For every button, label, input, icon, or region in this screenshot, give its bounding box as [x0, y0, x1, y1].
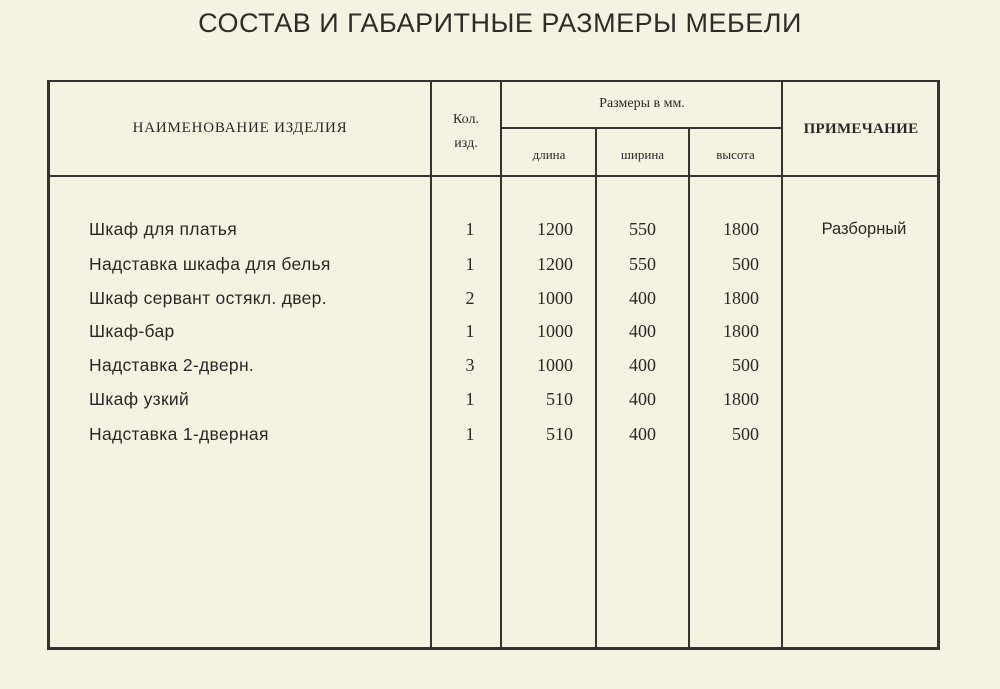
header-note: ПРИМЕЧАНИЕ	[803, 121, 919, 137]
header-name: НАИМЕНОВАНИЕ ИЗДЕЛИЯ	[132, 120, 348, 136]
cell-length: 1000	[537, 321, 573, 341]
header-qty	[432, 108, 500, 156]
cell-name: Шкаф узкий	[89, 389, 190, 409]
cell-height: 1800	[723, 321, 759, 341]
header-sizes: Размеры в мм.	[599, 96, 685, 111]
table-row	[0, 214, 1000, 244]
cell-width: 550	[629, 254, 656, 274]
header-bottom-line	[48, 175, 938, 177]
page-title: СОСТАВ И ГАБАРИТНЫЕ РАЗМЕРЫ МЕБЕЛИ	[198, 8, 802, 38]
table-row	[0, 316, 1000, 346]
cell-name: Шкаф-бар	[89, 321, 175, 341]
cell-name: Шкаф для платья	[89, 219, 237, 239]
table-row	[0, 384, 1000, 414]
header-qty-line1: Кол.	[453, 112, 479, 127]
cell-width: 400	[629, 355, 656, 375]
table-row	[0, 283, 1000, 313]
cell-name: Надставка 1-дверная	[89, 424, 269, 444]
cell-length: 510	[546, 389, 573, 409]
cell-width: 400	[629, 424, 656, 444]
cell-qty: 1	[465, 321, 475, 341]
cell-height: 500	[732, 355, 759, 375]
cell-length: 1200	[537, 254, 573, 274]
cell-name: Надставка шкафа для белья	[89, 254, 331, 274]
cell-height: 1800	[723, 288, 759, 308]
header-width: ширина	[620, 147, 665, 162]
cell-name: Шкаф сервант остякл. двер.	[89, 288, 327, 308]
table-row	[0, 350, 1000, 380]
cell-height: 1800	[723, 389, 759, 409]
cell-height: 500	[732, 254, 759, 274]
table-row	[0, 249, 1000, 279]
cell-qty: 1	[465, 389, 475, 409]
cell-width: 400	[629, 288, 656, 308]
header-length: длина	[532, 147, 566, 162]
cell-width: 400	[629, 321, 656, 341]
cell-length: 1000	[537, 288, 573, 308]
header-height: высота	[716, 147, 755, 162]
header-qty-line2: изд.	[454, 136, 478, 151]
table-row	[0, 419, 1000, 449]
cell-width: 550	[629, 219, 656, 239]
cell-qty: 1	[465, 219, 475, 239]
cell-qty: 2	[465, 288, 475, 308]
cell-length: 1000	[537, 355, 573, 375]
sizes-subheader-line	[501, 127, 782, 129]
cell-height: 500	[732, 424, 759, 444]
cell-qty: 1	[465, 254, 475, 274]
cell-qty: 3	[465, 355, 475, 375]
cell-length: 510	[546, 424, 573, 444]
cell-note: Разборный	[821, 220, 907, 238]
cell-length: 1200	[537, 219, 573, 239]
cell-height: 1800	[723, 219, 759, 239]
cell-qty: 1	[465, 424, 475, 444]
cell-width: 400	[629, 389, 656, 409]
cell-name: Надставка 2-дверн.	[89, 355, 255, 375]
